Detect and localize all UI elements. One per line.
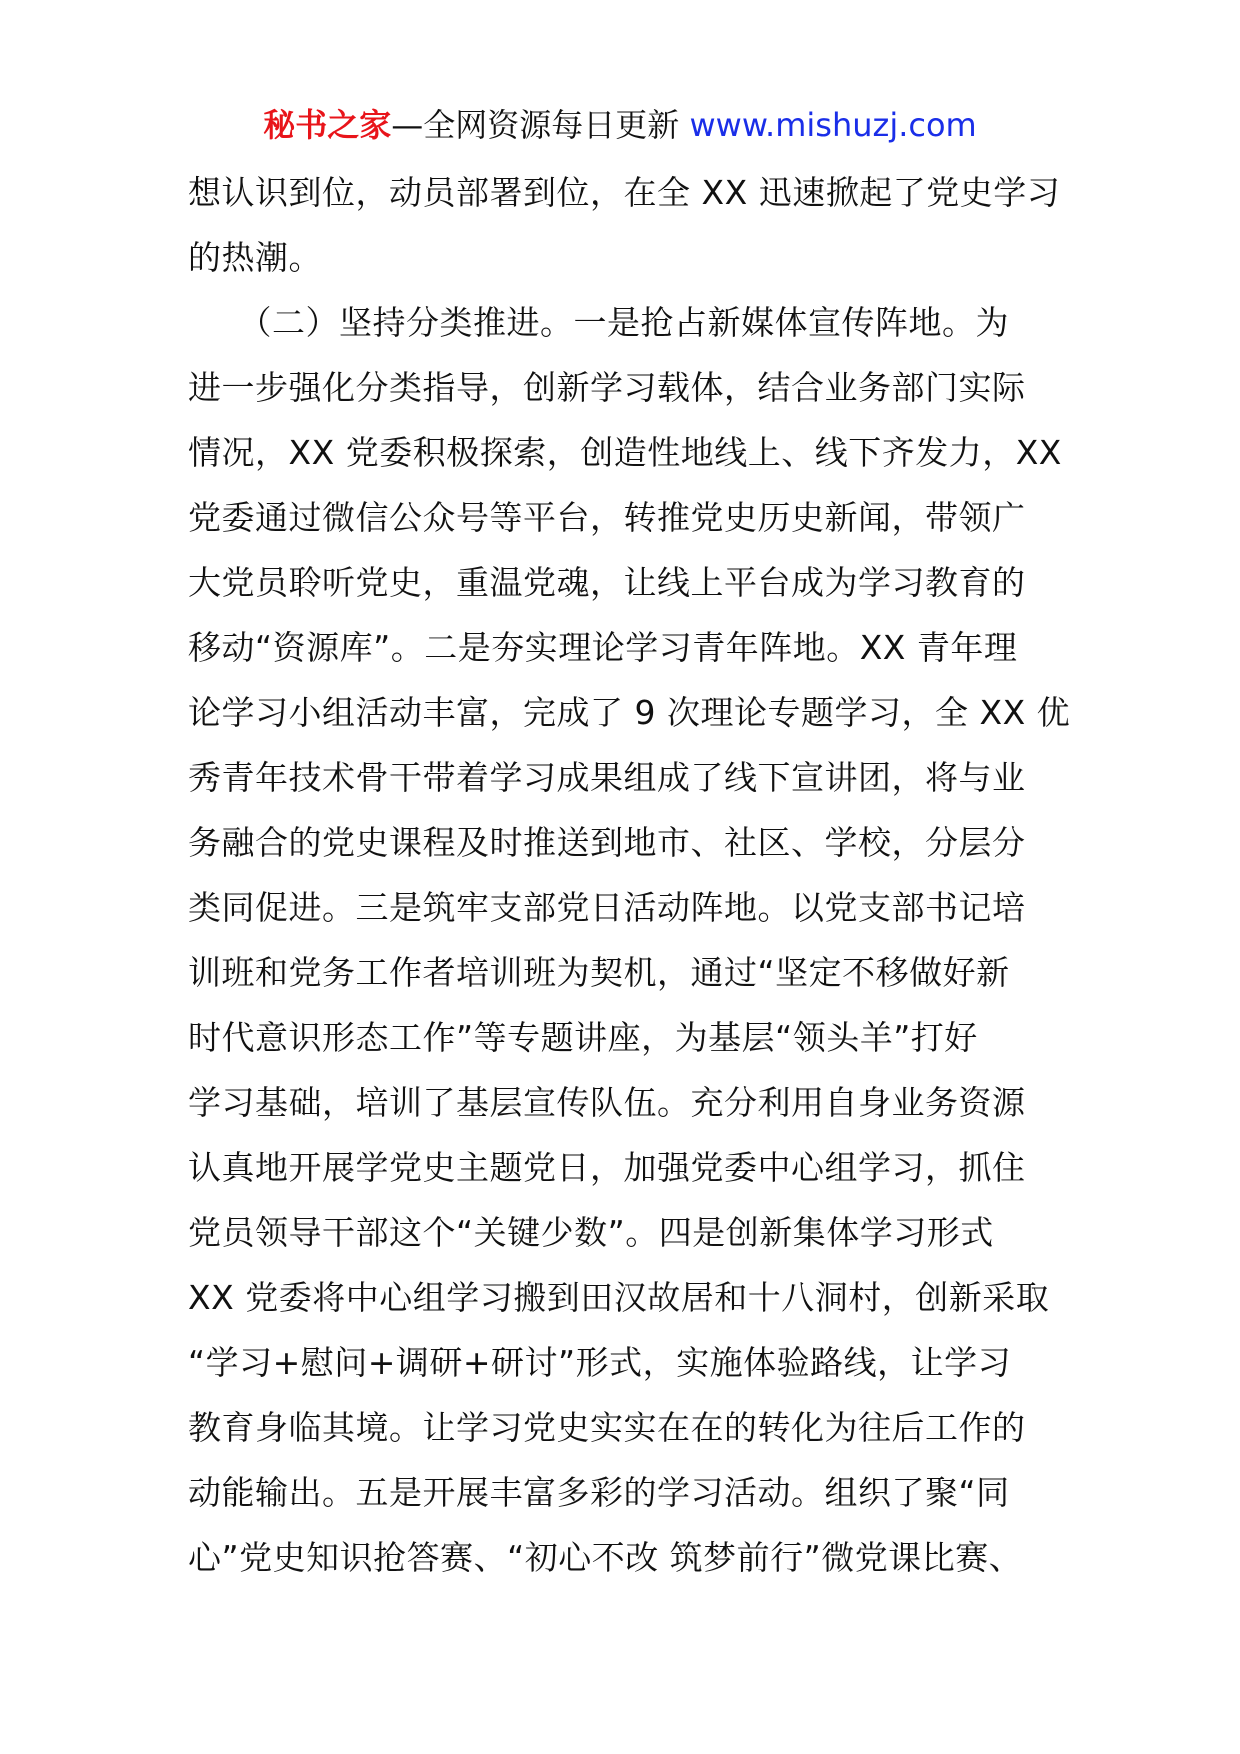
text-line: 大党员聆听党史，重温党魂，让线上平台成为学习教育的 (188, 563, 1026, 602)
document-body (188, 160, 1071, 1590)
text-line: 务融合的党史课程及时推送到地市、社区、学校，分层分 (188, 823, 1026, 862)
text-line: 训班和党务工作者培训班为契机，通过“坚定不移做好新 (188, 953, 1010, 992)
text-line: 心”党史知识抢答赛、“初心不改 筑梦前行”微党课比赛、 (188, 1538, 1023, 1577)
header-tagline: —全网资源每日更新 (391, 106, 690, 144)
text-line: 党委通过微信公众号等平台，转推党史历史新闻，带领广 (188, 498, 1026, 537)
site-header (0, 100, 1240, 150)
text-line: （二）坚持分类推进。一是抢占新媒体宣传阵地。为 (188, 303, 1009, 342)
brand-name: 秘书之家 (263, 106, 392, 144)
text-line: 类同促进。三是筑牢支部党日活动阵地。以党支部书记培 (188, 888, 1026, 927)
text-line: 认真地开展学党史主题党日，加强党委中心组学习，抓住 (188, 1148, 1026, 1187)
text-line: 秀青年技术骨干带着学习成果组成了线下宣讲团，将与业 (188, 758, 1026, 797)
text-line: 进一步强化分类指导，创新学习载体，结合业务部门实际 (188, 368, 1026, 407)
text-line: 情况，XX 党委积极探索，创造性地线上、线下齐发力，XX (188, 433, 1062, 472)
text-line: “学习+慰问+调研+研讨”形式，实施体验路线，让学习 (188, 1343, 1012, 1382)
text-line: 时代意识形态工作”等专题讲座，为基层“领头羊”打好 (188, 1018, 978, 1057)
text-line: 论学习小组活动丰富，完成了 9 次理论专题学习，全 XX 优 (188, 693, 1071, 732)
text-line: 学习基础，培训了基层宣传队伍。充分利用自身业务资源 (188, 1083, 1026, 1122)
site-url: www.mishuzj.com (689, 106, 977, 144)
text-line: XX 党委将中心组学习搬到田汉故居和十八洞村，创新采取 (188, 1278, 1050, 1317)
text-line: 动能输出。五是开展丰富多彩的学习活动。组织了聚“同 (188, 1473, 1010, 1512)
text-line: 的热潮。 (188, 238, 322, 277)
text-line: 教育身临其境。让学习党史实实在在的转化为往后工作的 (188, 1408, 1026, 1447)
text-line: 想认识到位，动员部署到位，在全 XX 迅速掀起了党史学习 (188, 173, 1061, 212)
text-line: 移动“资源库”。二是夯实理论学习青年阵地。XX 青年理 (188, 628, 1018, 667)
text-line: 党员领导干部这个“关键少数”。四是创新集体学习形式 (188, 1213, 994, 1252)
